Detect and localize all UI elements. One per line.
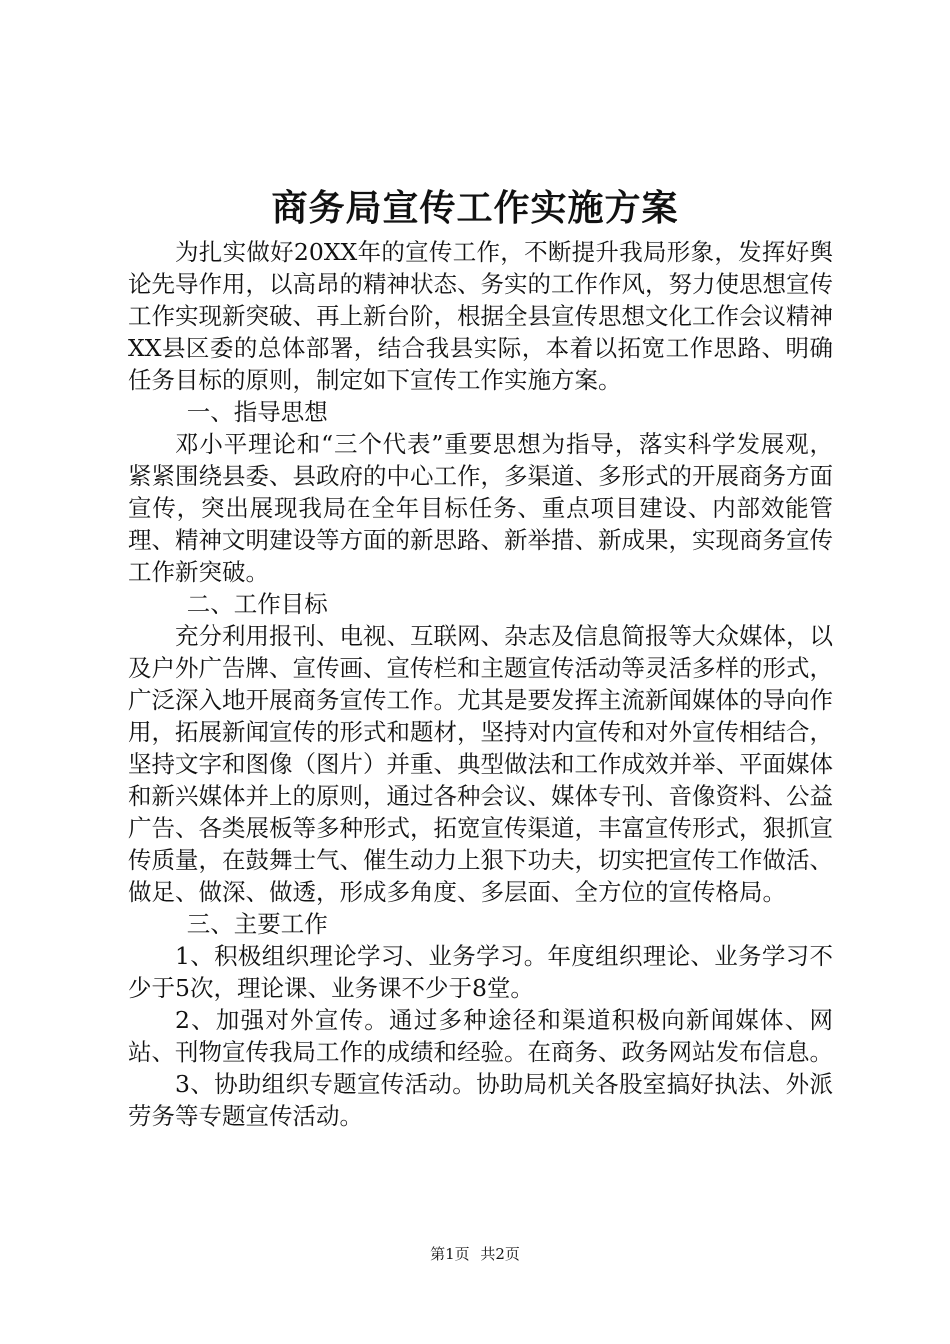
- guiding-ideology-paragraph: 邓小平理论和“三个代表”重要思想为指导，落实科学发展观，紧紧围绕县委、县政府的中心工作，多渠道、多形式的开展商务方面宣传，突出展现我局在全年目标任务、重点项目建设、内部效能管理、精神文明建设等方面的新思路、新举措、新成果，实现商务宣传工作新突破。: [128, 430, 833, 586]
- document-body: [128, 236, 833, 1132]
- main-work-item-1: 1、积极组织理论学习、业务学习。年度组织理论、业务学习不少于5次，理论课、业务课不少于8堂。: [128, 942, 833, 1002]
- section-heading-guiding-ideology: 一、指导思想: [186, 398, 328, 426]
- section-heading-main-work: 三、主要工作: [186, 910, 328, 938]
- main-work-item-3: 3、协助组织专题宣传活动。协助局机关各股室搞好执法、外派劳务等专题宣传活动。: [128, 1070, 833, 1130]
- intro-paragraph: 为扎实做好20XX年的宣传工作，不断提升我局形象，发挥好舆论先导作用，以高昂的精神状态、务实的工作作风，努力使思想宣传工作实现新突破、再上新台阶，根据全县宣传思想文化工作会议精神XX县区委的总体部署，结合我县实际，本着以拓宽工作思路、明确任务目标的原则，制定如下宣传工作实施方案。: [128, 238, 833, 394]
- main-work-item-2: 2、加强对外宣传。通过多种途径和渠道积极向新闻媒体、网站、刊物宣传我局工作的成绩和经验。在商务、政务网站发布信息。: [128, 1006, 833, 1066]
- page-number-total: 共2页: [480, 1245, 520, 1263]
- section-heading-work-goals: 二、工作目标: [186, 590, 328, 618]
- work-goals-paragraph: 充分利用报刊、电视、互联网、杂志及信息简报等大众媒体，以及户外广告牌、宣传画、宣传栏和主题宣传活动等灵活多样的形式，广泛深入地开展商务宣传工作。尤其是要发挥主流新闻媒体的导向作用，拓展新闻宣传的形式和题材，坚持对内宣传和对外宣传相结合，坚持文字和图像（图片）并重、典型做法和工作成效并举、平面媒体和新兴媒体并上的原则，通过各种会议、媒体专刊、音像资料、公益广告、各类展板等多种形式，拓宽宣传渠道，丰富宣传形式，狠抓宣传质量，在鼓舞士气、催生动力上狠下功夫，切实把宣传工作做活、做足、做深、做透，形成多角度、多层面、全方位的宣传格局。: [128, 622, 833, 906]
- page-number-current: 第1页: [430, 1245, 470, 1263]
- page-footer: [0, 1244, 950, 1264]
- document-title: 商务局宣传工作实施方案: [271, 187, 679, 229]
